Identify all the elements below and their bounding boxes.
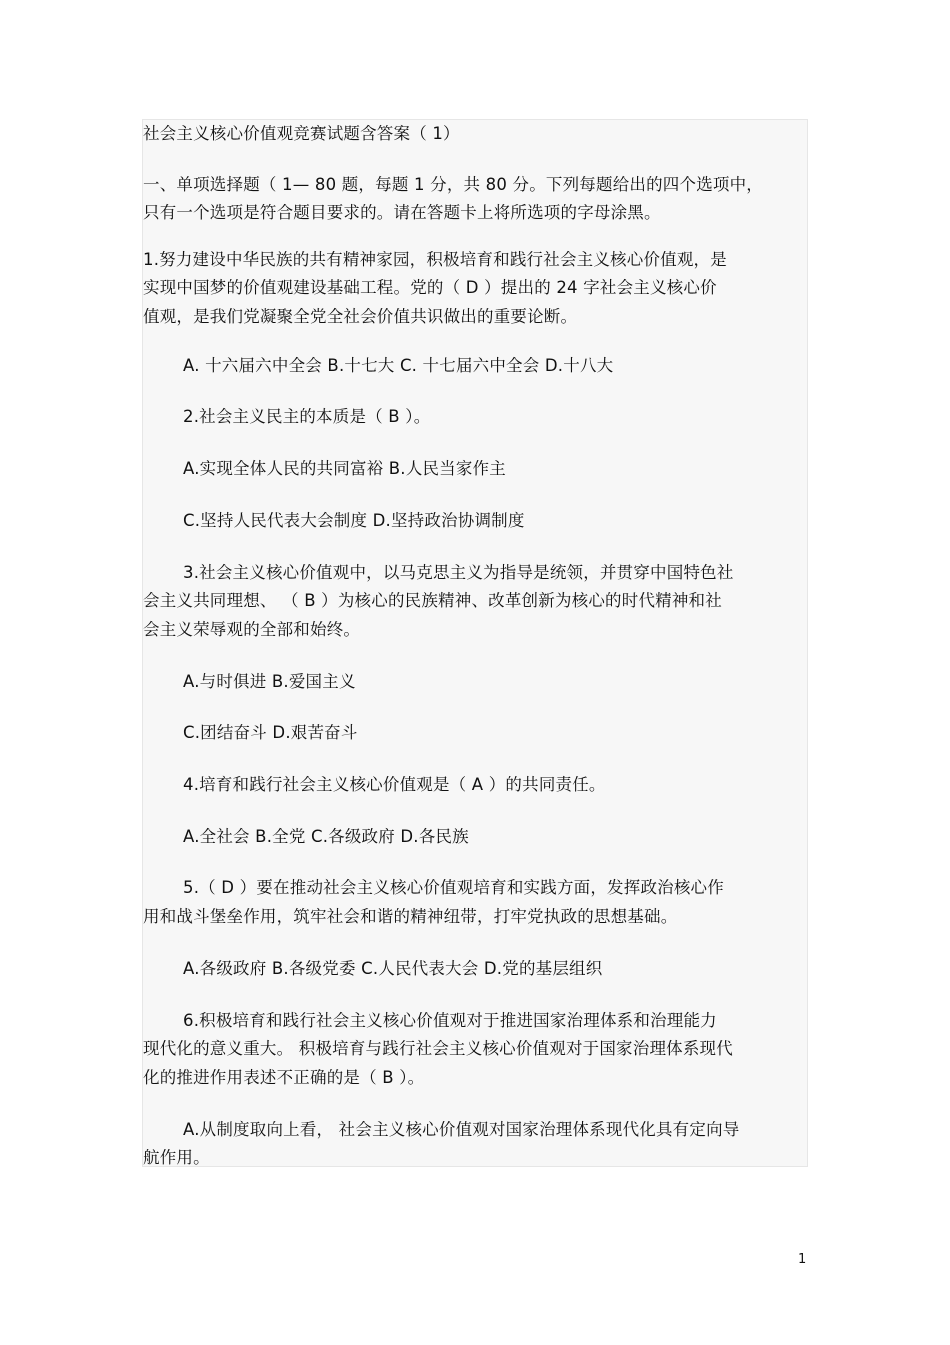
question-6-option-a: A.从制度取向上看， 社会主义核心价值观对国家治理体系现代化具有定向导 bbox=[183, 1120, 740, 1139]
question-1-text: 实现中国梦的价值观建设基础工程。党的（ D ）提出的 24 字社会主义核心价 bbox=[143, 278, 717, 297]
question-6-option-a: 航作用。 bbox=[143, 1148, 210, 1167]
question-5-options: A.各级政府 B.各级党委 C.人民代表大会 D.党的基层组织 bbox=[183, 959, 603, 978]
question-6-text: 6.积极培育和践行社会主义核心价值观对于推进国家治理体系和治理能力 bbox=[183, 1011, 717, 1030]
question-6-text: 现代化的意义重大。 积极培育与践行社会主义核心价值观对于国家治理体系现代 bbox=[143, 1039, 733, 1058]
question-1-text: 1.努力建设中华民族的共有精神家园，积极培育和践行社会主义核心价值观，是 bbox=[143, 250, 727, 269]
document-content bbox=[142, 119, 808, 1167]
question-4-options: A.全社会 B.全党 C.各级政府 D.各民族 bbox=[183, 827, 469, 846]
question-3-text: 会主义荣辱观的全部和始终。 bbox=[143, 620, 361, 639]
question-5-text: 5.（ D ）要在推动社会主义核心价值观培育和实践方面，发挥政治核心作 bbox=[183, 878, 724, 897]
question-3-text: 会主义共同理想、 （ B ）为核心的民族精神、改革创新为核心的时代精神和社 bbox=[143, 591, 722, 610]
question-3-options: A.与时俱进 B.爱国主义 bbox=[183, 672, 356, 691]
question-3-text: 3.社会主义核心价值观中，以马克思主义为指导是统领，并贯穿中国特色社 bbox=[183, 563, 734, 582]
document-title: 社会主义核心价值观竞赛试题含答案（ 1） bbox=[143, 124, 460, 143]
question-5-text: 用和战斗堡垒作用，筑牢社会和谐的精神纽带，打牢党执政的思想基础。 bbox=[143, 907, 678, 926]
question-6-text: 化的推进作用表述不正确的是（ B ）。 bbox=[143, 1068, 425, 1087]
question-2-options: C.坚持人民代表大会制度 D.坚持政治协调制度 bbox=[183, 511, 525, 530]
question-1-options: A. 十六届六中全会 B.十七大 C. 十七届六中全会 D.十八大 bbox=[183, 356, 614, 375]
question-2-options: A.实现全体人民的共同富裕 B.人民当家作主 bbox=[183, 459, 506, 478]
question-2-stem: 2.社会主义民主的本质是（ B ）。 bbox=[183, 407, 431, 426]
question-3-options: C.团结奋斗 D.艰苦奋斗 bbox=[183, 723, 358, 742]
section-heading-line: 只有一个选项是符合题目要求的。请在答题卡上将所选项的字母涂黑。 bbox=[143, 203, 661, 222]
question-4-stem: 4.培育和践行社会主义核心价值观是（ A ）的共同责任。 bbox=[183, 775, 606, 794]
page-number: 1 bbox=[798, 1252, 807, 1267]
question-1-text: 值观，是我们党凝聚全党全社会价值共识做出的重要论断。 bbox=[143, 307, 578, 326]
section-heading-line: 一、单项选择题（ 1— 80 题，每题 1 分，共 80 分。下列每题给出的四个选项中， bbox=[143, 175, 764, 194]
